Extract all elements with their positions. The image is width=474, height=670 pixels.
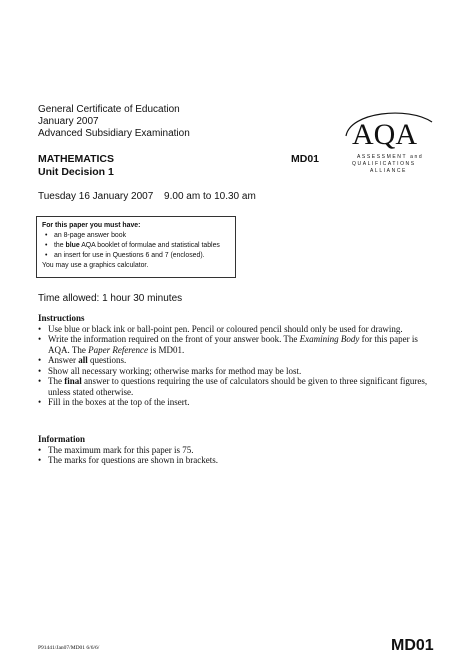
unit-name: Unit Decision 1 (38, 166, 114, 178)
information-item (38, 445, 438, 456)
instruction-text-post: answer to questions requiring the use of calculators should be given to three significant figures, unless stated otherwise. (48, 376, 428, 397)
bullet-icon: • (38, 444, 42, 455)
instructions-list (38, 324, 438, 408)
bullet-icon: • (45, 232, 48, 239)
materials-item (42, 231, 230, 241)
instruction-emphasis: Paper Reference (88, 344, 148, 355)
exam-date: Tuesday 16 January 2007 (38, 191, 154, 202)
instructions-title: Instructions (38, 313, 85, 323)
instruction-text-mid: for this paper is AQA. The (48, 334, 418, 355)
instruction-text-post: questions. (87, 355, 127, 365)
instruction-item (38, 355, 438, 366)
exam-date-time (38, 191, 256, 202)
materials-item-bold: blue (65, 242, 80, 249)
materials-item-text: an insert for use in Questions 6 and 7 (enclosed). (54, 252, 205, 259)
logo-tagline-1: ASSESSMENT and (357, 154, 424, 160)
bullet-icon: • (38, 323, 42, 334)
materials-item (42, 251, 230, 261)
aqa-logo-graphic (338, 106, 438, 176)
bullet-icon: • (38, 376, 42, 386)
footer-reference: P91441/Jan07/MD01 6/6/6/ (38, 645, 100, 651)
logo-text: AQA (352, 118, 417, 151)
information-item (38, 455, 438, 466)
instruction-text: Use blue or black ink or ball-point pen. Pencil or coloured pencil should only be used for drawing. (48, 323, 403, 334)
instruction-item (38, 366, 438, 377)
information-text: The maximum mark for this paper is 75. (48, 444, 194, 455)
information-text: The marks for questions are shown in brackets. (48, 455, 218, 465)
bullet-icon: • (38, 455, 42, 465)
logo-tagline-3: ALLIANCE (370, 168, 407, 174)
qualification-line: General Certificate of Education (38, 104, 180, 115)
bullet-icon: • (38, 365, 42, 376)
information-title: Information (38, 434, 85, 444)
materials-note: You may use a graphics calculator. (42, 262, 149, 269)
instruction-text: Fill in the boxes at the top of the insert. (48, 397, 190, 407)
instruction-bold: all (78, 355, 88, 365)
materials-list (42, 231, 230, 261)
information-list (38, 445, 438, 466)
instruction-item (38, 397, 438, 408)
bullet-icon: • (38, 334, 42, 344)
bullet-icon: • (45, 252, 48, 259)
instruction-text-post: is MD01. (147, 344, 185, 355)
information-section (38, 434, 438, 466)
subject-block (38, 153, 114, 179)
time-allowed: Time allowed: 1 hour 30 minutes (38, 293, 183, 304)
bullet-icon: • (38, 397, 42, 407)
instructions-section (38, 313, 438, 408)
instruction-item (38, 324, 438, 335)
materials-item (42, 241, 230, 251)
aqa-logo (338, 106, 438, 176)
footer-paper-code: MD01 (391, 637, 434, 654)
logo-tagline-2: QUALIFICATIONS (352, 161, 416, 167)
materials-item-text-after: AQA booklet of formulae and statistical tables (79, 242, 220, 249)
materials-item-text: an 8-page answer book (54, 232, 127, 239)
bullet-icon: • (38, 355, 42, 365)
session-line: January 2007 (38, 116, 99, 127)
materials-box (36, 216, 236, 278)
instruction-text-pre: Write the information required on the front of your answer book. The (48, 334, 300, 344)
instruction-item (38, 376, 438, 397)
exam-header (38, 104, 190, 140)
exam-time: 9.00 am to 10.30 am (164, 191, 256, 202)
instruction-item (38, 334, 438, 355)
paper-code: MD01 (291, 153, 320, 165)
subject-name: MATHEMATICS (38, 153, 115, 165)
instruction-bold: final (64, 376, 82, 386)
instruction-text-pre: Answer (48, 355, 79, 365)
materials-title: For this paper you must have: (42, 222, 141, 229)
materials-item-text-before: the (54, 242, 66, 249)
bullet-icon: • (45, 242, 48, 249)
instruction-text: Show all necessary working; otherwise marks for method may be lost. (48, 365, 302, 376)
instruction-text-pre: The (48, 376, 65, 386)
level-line: Advanced Subsidiary Examination (38, 128, 190, 139)
instruction-emphasis: Examining Body (299, 334, 360, 344)
